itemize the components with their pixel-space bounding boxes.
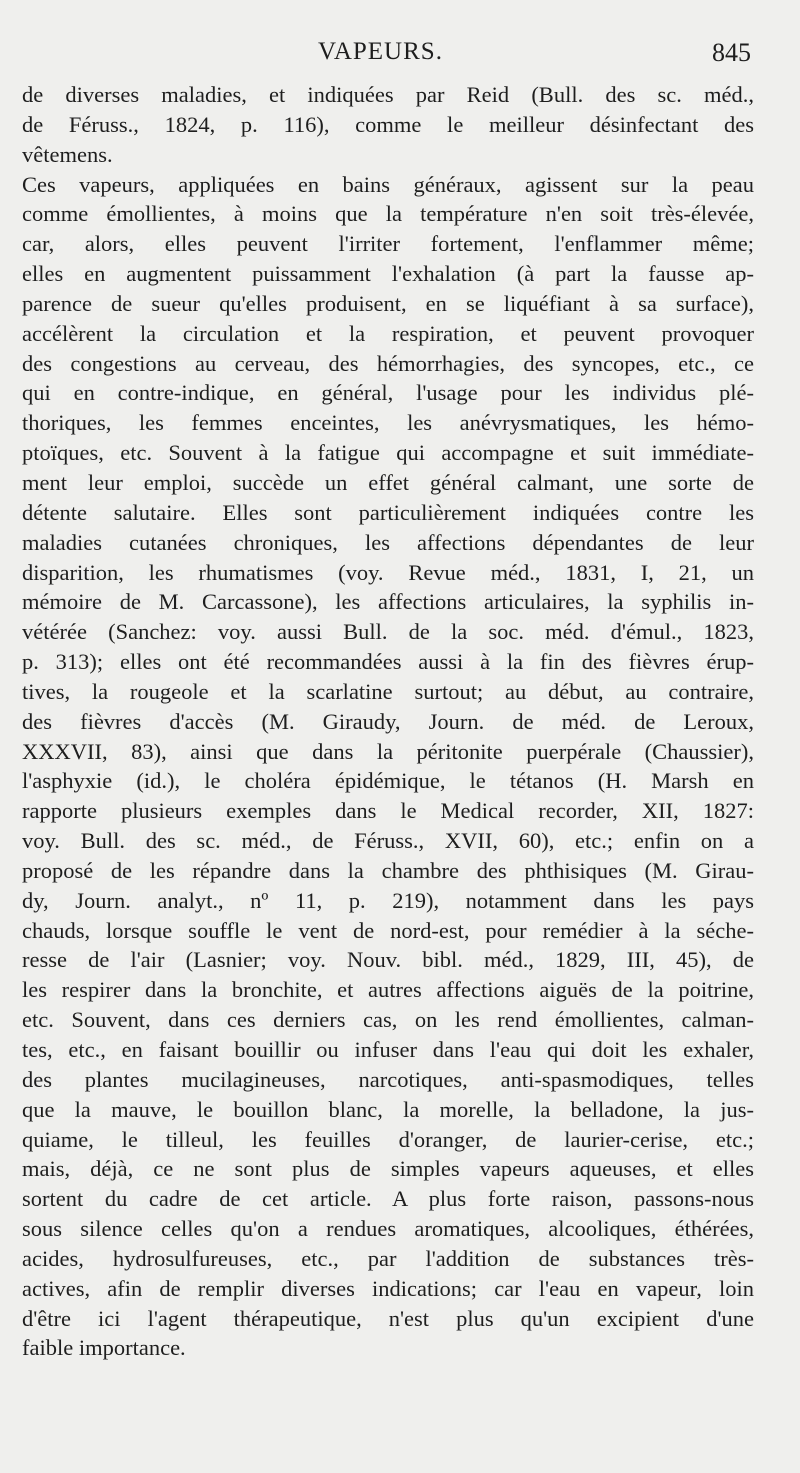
text-line: disparition, les rhumatismes (voy. Revue méd., 1831, I, 21, un: [22, 559, 754, 585]
text-line: chauds, lorsque souffle le vent de nord-est, pour remédier à la séche-: [22, 917, 754, 943]
text-line: qui en contre-indique, en général, l'usage pour les individus plé-: [22, 380, 754, 406]
text-line: d'être ici l'agent thérapeutique, n'est plus qu'un excipient d'une: [22, 1305, 754, 1331]
text-line: mémoire de M. Carcassone), les affections articulaires, la syphilis in-: [22, 589, 754, 615]
text-line: les respirer dans la bronchite, et autres affections aiguës de la poitrine,: [22, 977, 754, 1003]
text-line: etc. Souvent, dans ces derniers cas, on les rend émollientes, calman-: [22, 1007, 754, 1033]
text-line: de Féruss., 1824, p. 116), comme le meilleur désinfectant des: [22, 111, 754, 137]
text-line: XXXVII, 83), ainsi que dans la péritonite puerpérale (Chaussier),: [22, 738, 754, 764]
text-line: quiame, le tilleul, les feuilles d'oranger, de laurier-cerise, etc.;: [22, 1126, 754, 1152]
text-line: voy. Bull. des sc. méd., de Féruss., XVII, 60), etc.; enfin on a: [22, 828, 754, 854]
text-line: comme émollientes, à moins que la température n'en soit très-élevée,: [22, 201, 754, 227]
body-text: [22, 80, 754, 1363]
text-line: thoriques, les femmes enceintes, les anévrysmatiques, les hémo-: [22, 410, 754, 436]
text-line: des plantes mucilagineuses, narcotiques, anti-spasmodiques, telles: [22, 1066, 754, 1092]
text-line: faible importance.: [22, 1335, 186, 1361]
text-line: parence de sueur qu'elles produisent, en se liquéfiant à sa surface),: [22, 290, 754, 316]
text-line: dy, Journ. analyt., nº 11, p. 219), notamment dans les pays: [22, 887, 754, 913]
text-line: mais, déjà, ce ne sont plus de simples vapeurs aqueuses, et elles: [22, 1156, 754, 1182]
text-line: sortent du cadre de cet article. A plus forte raison, passons-nous: [22, 1186, 754, 1212]
text-line: ptoïques, etc. Souvent à la fatigue qui accompagne et suit immédiate-: [22, 440, 754, 466]
page-number: 845: [712, 38, 751, 67]
text-line: accélèrent la circulation et la respiration, et peuvent provoquer: [22, 320, 754, 346]
text-line: resse de l'air (Lasnier; voy. Nouv. bibl. méd., 1829, III, 45), de: [22, 947, 754, 973]
text-line: vêtemens.: [22, 141, 113, 167]
text-line: sous silence celles qu'on a rendues aromatiques, alcooliques, éthérées,: [22, 1216, 754, 1242]
text-line: maladies cutanées chroniques, les affections dépendantes de leur: [22, 529, 754, 555]
text-line: acides, hydrosulfureuses, etc., par l'addition de substances très-: [22, 1245, 754, 1271]
text-line: car, alors, elles peuvent l'irriter fortement, l'enflammer même;: [22, 231, 754, 257]
text-line: vétérée (Sanchez: voy. aussi Bull. de la soc. méd. d'émul., 1823,: [22, 619, 754, 645]
text-line: ment leur emploi, succède un effet général calmant, une sorte de: [22, 469, 754, 495]
text-line: de diverses maladies, et indiquées par Reid (Bull. des sc. méd.,: [22, 82, 754, 107]
text-line: elles en augmentent puissamment l'exhalation (à part la fausse ap-: [22, 261, 754, 287]
text-line: proposé de les répandre dans la chambre des phthisiques (M. Girau-: [22, 857, 754, 883]
text-line: détente salutaire. Elles sont particulièrement indiquées contre les: [22, 499, 754, 525]
running-title: VAPEURS.: [318, 38, 443, 65]
text-line: des congestions au cerveau, des hémorrhagies, des syncopes, etc., ce: [22, 350, 754, 376]
page-header: [0, 34, 800, 74]
text-line: Ces vapeurs, appliquées en bains généraux, agissent sur la peau: [22, 171, 754, 197]
text-line: rapporte plusieurs exemples dans le Medical recorder, XII, 1827:: [22, 798, 754, 824]
text-line: actives, afin de remplir diverses indications; car l'eau en vapeur, loin: [22, 1275, 754, 1301]
text-line: des fièvres d'accès (M. Giraudy, Journ. de méd. de Leroux,: [22, 708, 754, 734]
text-line: tives, la rougeole et la scarlatine surtout; au début, au contraire,: [22, 678, 754, 704]
text-line: p. 313); elles ont été recommandées aussi à la fin des fièvres érup-: [22, 649, 754, 675]
text-line: tes, etc., en faisant bouillir ou infuser dans l'eau qui doit les exhaler,: [22, 1037, 754, 1062]
text-line: l'asphyxie (id.), le choléra épidémique, le tétanos (H. Marsh en: [22, 768, 754, 794]
text-line: que la mauve, le bouillon blanc, la morelle, la belladone, la jus-: [22, 1096, 754, 1122]
